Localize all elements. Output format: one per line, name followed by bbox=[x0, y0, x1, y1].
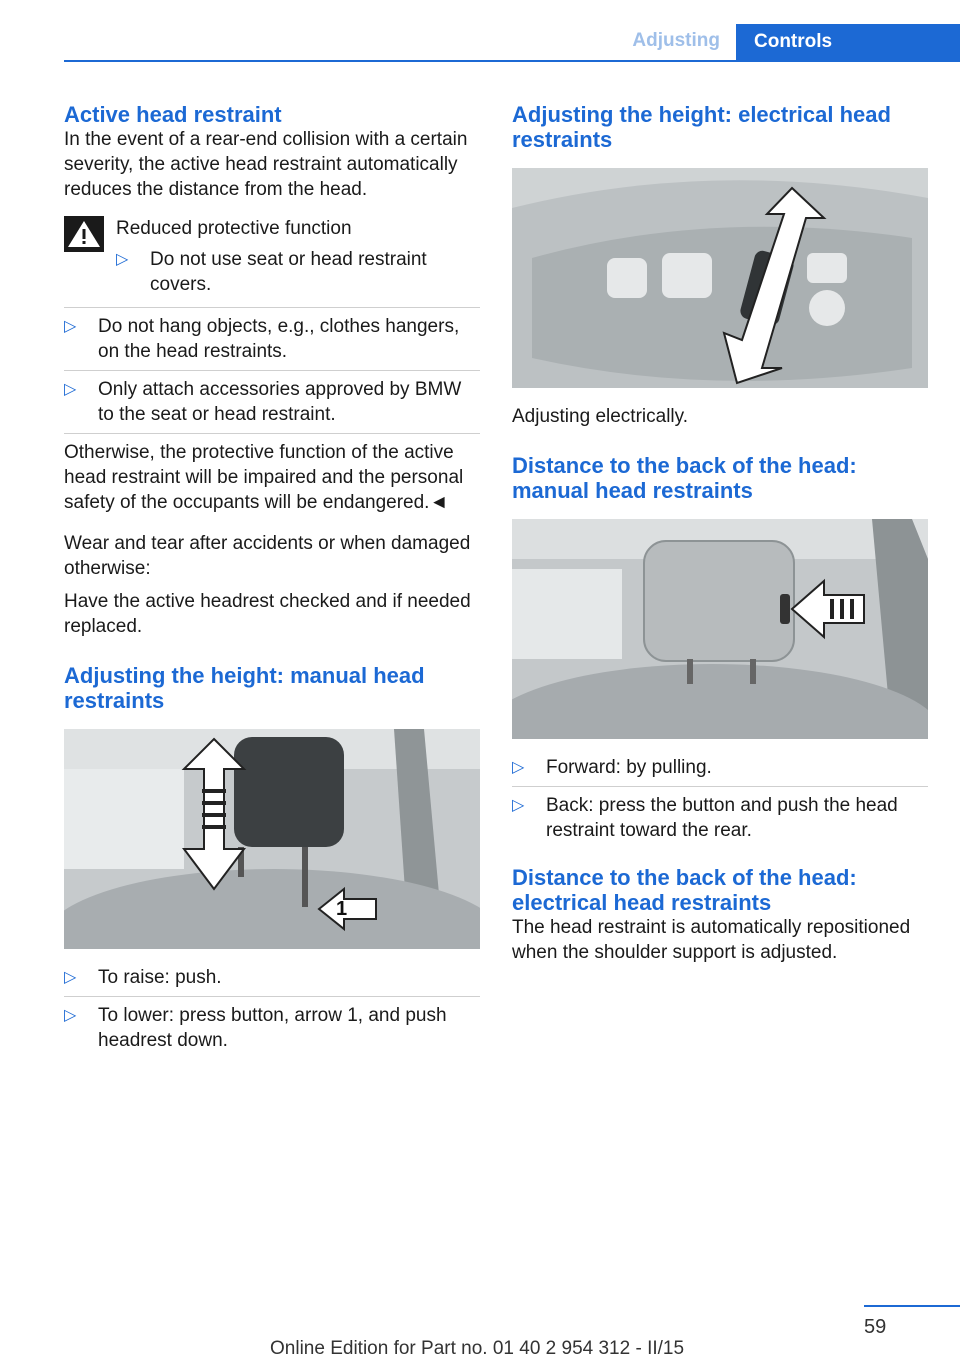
list-item-text: To lower: press button, arrow 1, and push headrest down. bbox=[98, 1005, 447, 1051]
bullet-icon: ▷ bbox=[64, 1007, 77, 1024]
warning-item-text: Do not hang objects, e.g., clothes hangers, on the head restraints. bbox=[98, 316, 460, 362]
warning-item bbox=[64, 307, 480, 370]
list-item-text: Forward: by pulling. bbox=[546, 757, 712, 778]
warning-item bbox=[64, 370, 480, 433]
right-column bbox=[512, 102, 928, 965]
warning-block bbox=[64, 216, 480, 303]
footer-edition: Online Edition for Part no. 01 40 2 954 312 - II/15 bbox=[270, 1338, 685, 1359]
warning-item-text: Do not use seat or head restraint covers. bbox=[150, 249, 427, 295]
heading-distance-manual: Distance to the back of the head: manual head restraints bbox=[512, 453, 857, 503]
bullet-icon: ▷ bbox=[116, 251, 129, 268]
para-distance-electrical: The head restraint is automatically repositioned when the shoulder support is adjusted. bbox=[512, 917, 911, 963]
para-active: In the event of a rear-end collision with a certain severity, the active head restraint automatically reduces the distance from the head. bbox=[64, 129, 468, 200]
list-item-text: To raise: push. bbox=[98, 967, 222, 988]
heading-active-head-restraint: Active head restraint bbox=[64, 102, 282, 127]
figure-distance-manual bbox=[512, 519, 928, 739]
figure-electrical-height bbox=[512, 168, 928, 388]
header-rule bbox=[64, 60, 960, 62]
list-item bbox=[64, 965, 480, 996]
para-wear: Wear and tear after accidents or when damaged otherwise: bbox=[64, 533, 471, 579]
para-have-checked: Have the active headrest checked and if needed replaced. bbox=[64, 591, 471, 637]
warning-item bbox=[116, 247, 480, 303]
figure-label-1: 1 bbox=[336, 898, 348, 920]
bullet-icon: ▷ bbox=[64, 969, 77, 986]
heading-electrical-height: Adjusting the height: electrical head restraints bbox=[512, 102, 891, 152]
figure-manual-height bbox=[64, 729, 480, 949]
list-item bbox=[64, 996, 480, 1059]
header-chapter-tab bbox=[736, 24, 960, 62]
bullet-icon: ▷ bbox=[512, 797, 525, 814]
warning-item-text: Only attach accessories approved by BMW to the seat or head restraint. bbox=[98, 379, 462, 425]
list-item bbox=[512, 755, 928, 786]
page-number: 59 bbox=[864, 1316, 887, 1338]
list-item-text: Back: press the button and push the head restraint toward the rear. bbox=[546, 795, 898, 841]
header-chapter-label: Controls bbox=[754, 31, 833, 52]
left-column bbox=[64, 102, 480, 1059]
warning-title: Reduced protective function bbox=[116, 218, 352, 239]
footer-rule bbox=[864, 1305, 960, 1307]
heading-distance-electrical: Distance to the back of the head: electrical head restraints bbox=[512, 865, 857, 915]
bullet-icon: ▷ bbox=[512, 759, 525, 776]
bullet-icon: ▷ bbox=[64, 381, 77, 398]
heading-manual-height: Adjusting the height: manual head restraints bbox=[64, 663, 425, 713]
list-item bbox=[512, 786, 928, 849]
header-section-title: Adjusting bbox=[632, 30, 720, 51]
caption-electrical: Adjusting electrically. bbox=[512, 406, 689, 427]
para-otherwise: Otherwise, the protective function of the active head restraint will be impaired and the personal safety of the occupants will be endangered.◄ bbox=[64, 433, 480, 515]
bullet-icon: ▷ bbox=[64, 318, 77, 335]
warning-triangle-icon bbox=[64, 216, 104, 252]
